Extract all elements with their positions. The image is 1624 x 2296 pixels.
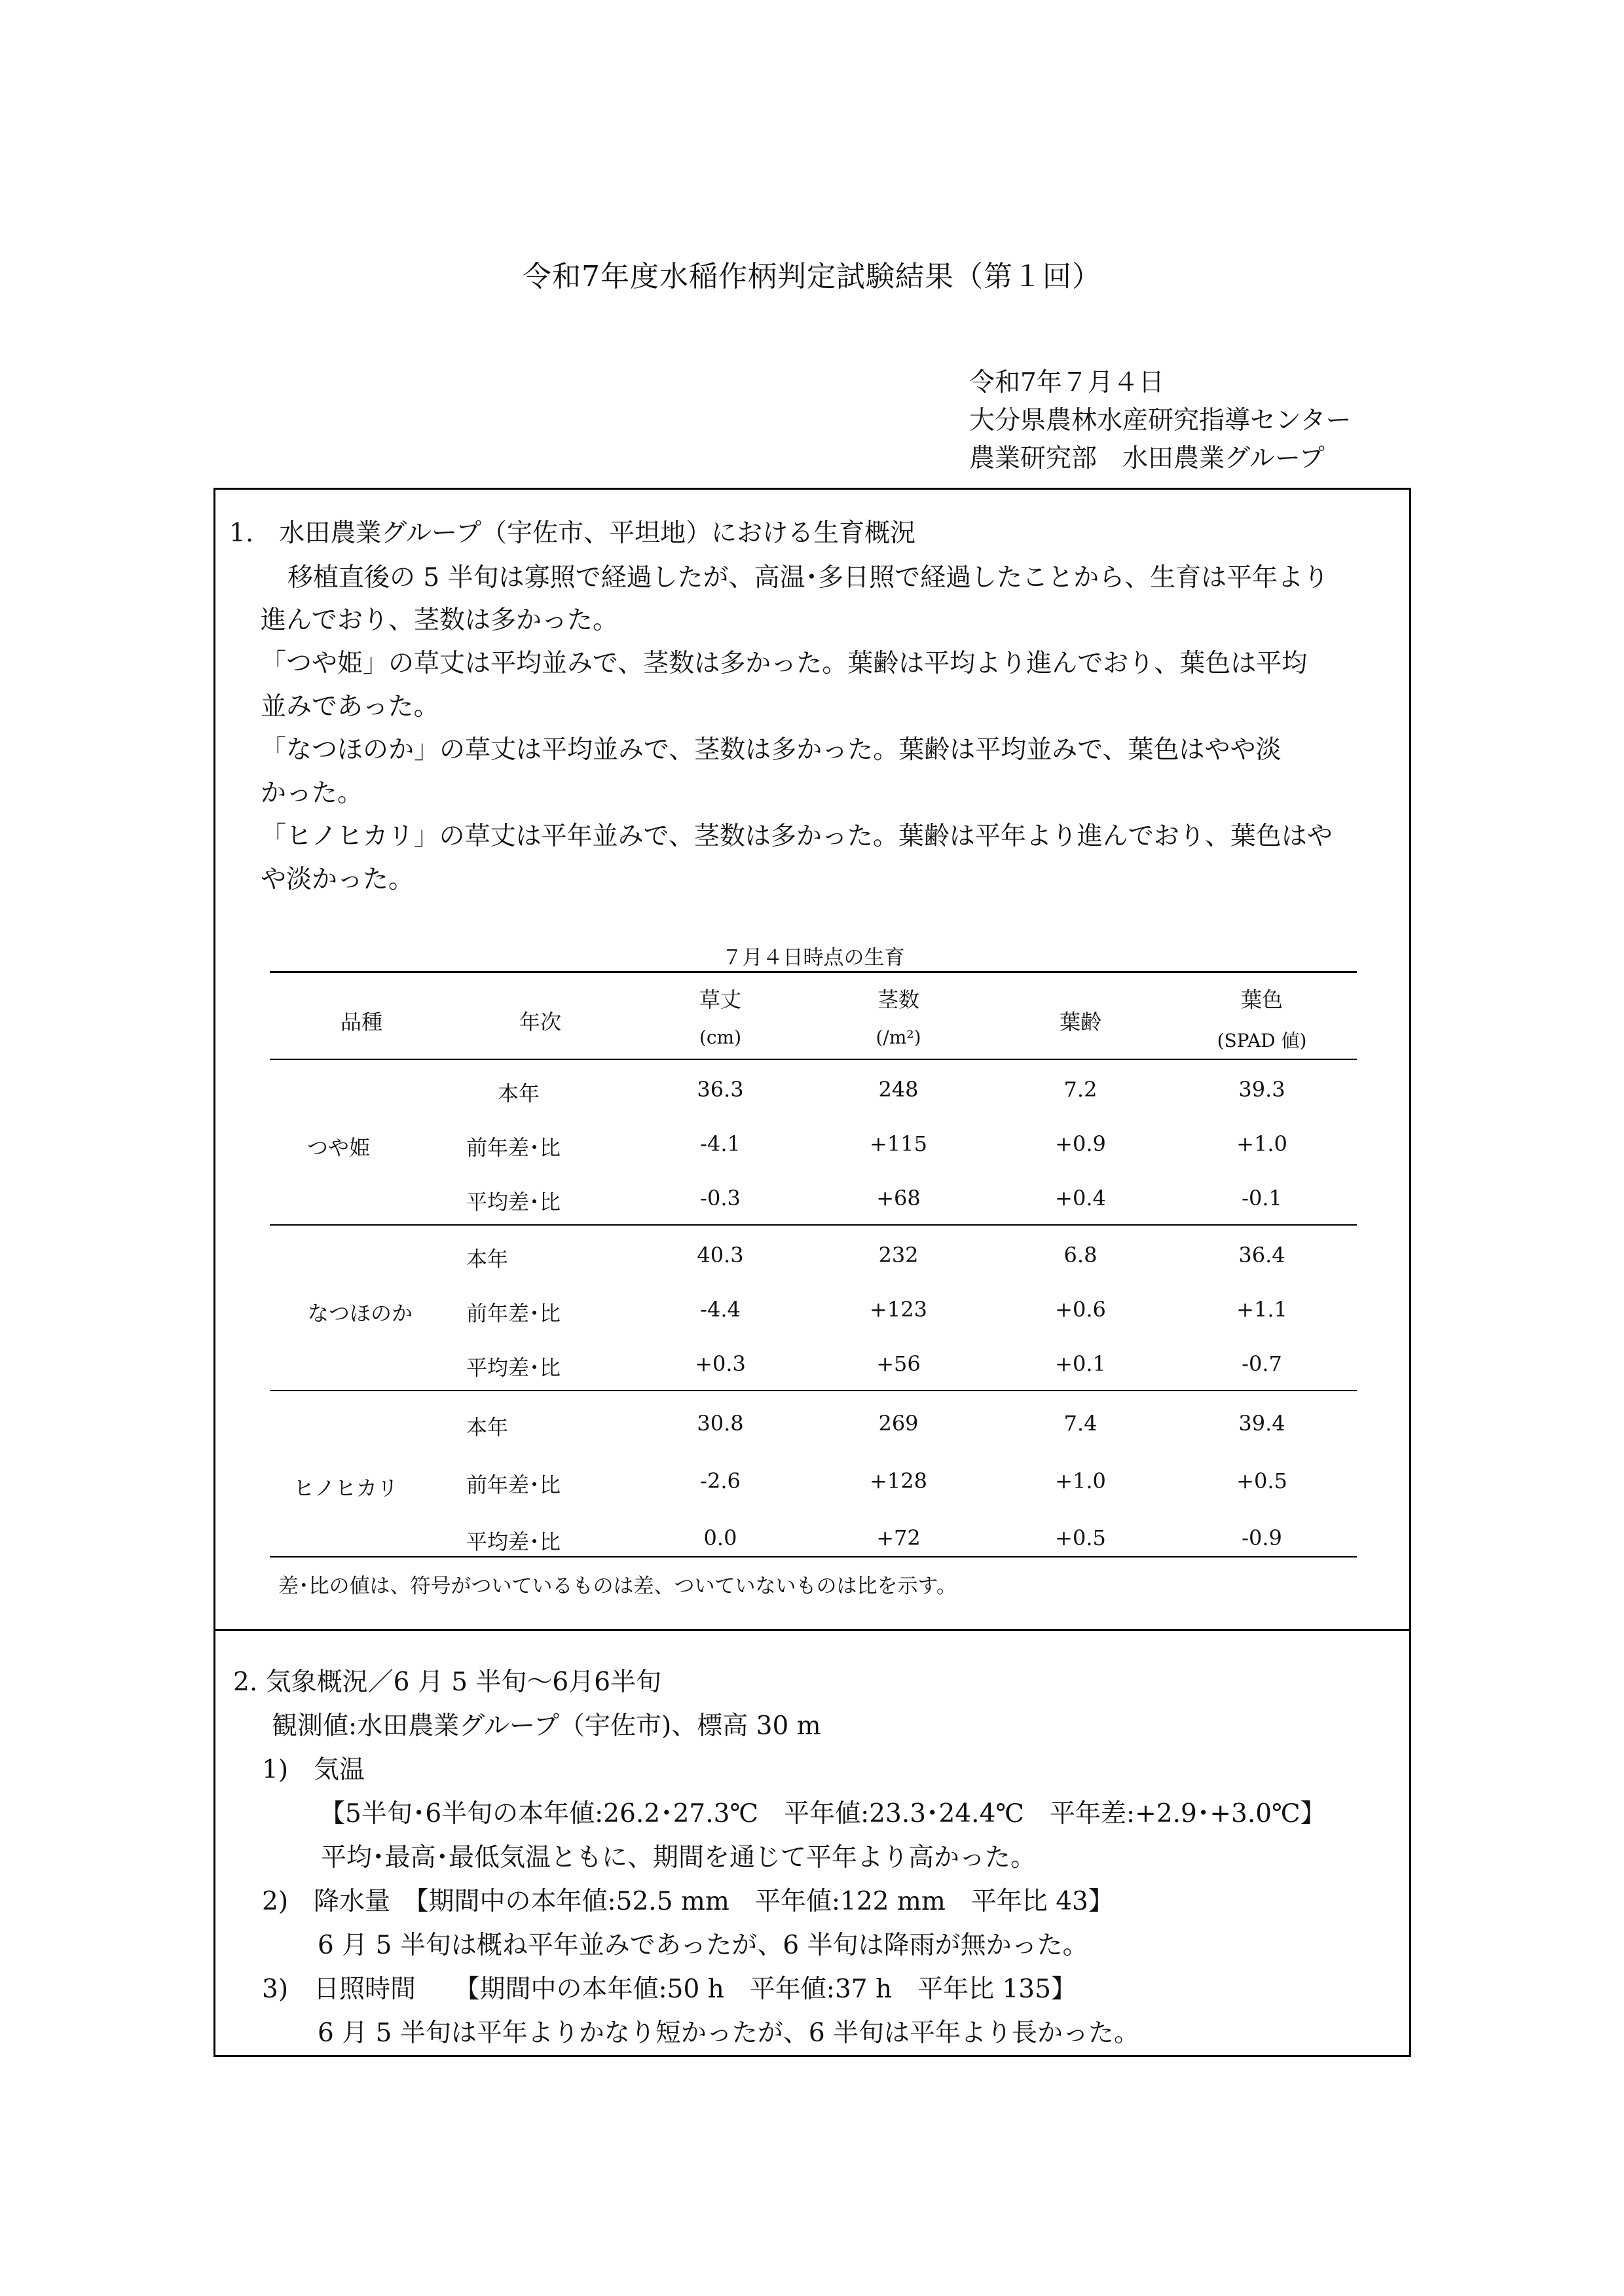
- variety-tsuyahime: つや姫: [306, 1135, 371, 1160]
- table-cell: +0.1: [1055, 1351, 1106, 1376]
- table-cell: +56: [876, 1351, 921, 1376]
- table-cell: +1.0: [1055, 1468, 1106, 1493]
- table-bottom-rule: [270, 1556, 1357, 1558]
- section1-line-5: 「なつほのか」の草丈は平均並みで、茎数は多かった。葉齢は平均並みで、葉色はやや淡: [261, 735, 1282, 765]
- table-cell: +0.4: [1055, 1186, 1106, 1211]
- sunshine-title: 3) 日照時間 【期間中の本年値:50 h 平年値:37 h 平年比 135】: [262, 1975, 1077, 2004]
- row-label: 本年: [466, 1247, 509, 1271]
- header-leaf-color-unit: (SPAD 値): [1217, 1030, 1307, 1051]
- table-cell: +0.3: [695, 1351, 746, 1376]
- precipitation-comment: 6 月 5 半旬は概ね平年並みであったが、6 半旬は降雨が無かった。: [318, 1931, 1088, 1960]
- table-cell: -4.1: [700, 1131, 741, 1156]
- table-cell: 36.4: [1238, 1243, 1285, 1267]
- table-cell: +0.9: [1055, 1131, 1106, 1156]
- section1-line-7: 「ヒノヒカリ」の草丈は平年並みで、茎数は多かった。葉齢は平年より進んでおり、葉色はや: [261, 822, 1333, 851]
- table-cell: +128: [870, 1468, 927, 1493]
- header-height: 草丈: [699, 987, 742, 1012]
- observation-info: 観測値:水田農業グループ（宇佐市)、標高 30 m: [272, 1711, 821, 1741]
- document-title: 令和7年度水稲作柄判定試験結果（第１回）: [523, 260, 1101, 293]
- table-cell: 40.3: [697, 1243, 744, 1267]
- table-group-rule-2: [270, 1390, 1357, 1391]
- table-cell: -0.7: [1242, 1351, 1282, 1376]
- row-label: 本年: [498, 1081, 540, 1106]
- row-label: 前年差･比: [466, 1472, 561, 1497]
- section2-heading: 2. 気象概況／6 月 5 半旬～6月6半旬: [233, 1667, 662, 1697]
- table-cell: +68: [876, 1186, 921, 1211]
- table-top-rule: [270, 971, 1357, 973]
- header-height-unit: (cm): [699, 1027, 742, 1048]
- row-label: 前年差･比: [466, 1135, 561, 1160]
- header-variety: 品種: [340, 1010, 383, 1034]
- temperature-title: 1) 気温: [262, 1755, 365, 1785]
- precipitation-title: 2) 降水量 【期間中の本年値:52.5 mm 平年値:122 mm 平年比 43】: [262, 1887, 1114, 1916]
- table-cell: -2.6: [700, 1468, 741, 1493]
- table-cell: 6.8: [1063, 1243, 1098, 1267]
- table-cell: 30.8: [697, 1411, 744, 1436]
- table-note: 差･比の値は、符号がついているものは差、ついていないものは比を示す。: [278, 1575, 957, 1598]
- table-cell: -0.3: [700, 1186, 741, 1211]
- table-cell: 7.2: [1063, 1077, 1098, 1102]
- table-cell: +0.6: [1055, 1297, 1106, 1322]
- row-label: 平均差･比: [466, 1355, 561, 1380]
- header-leaf-color: 葉色: [1240, 987, 1283, 1012]
- section1-heading: 1. 水田農業グループ（宇佐市、平坦地）における生育概況: [229, 519, 916, 548]
- header-stems: 茎数: [877, 987, 920, 1012]
- table-cell: +123: [870, 1297, 927, 1322]
- table-cell: 232: [878, 1243, 919, 1267]
- section1-line-8: や淡かった。: [261, 865, 415, 894]
- table-cell: +1.0: [1236, 1131, 1287, 1156]
- section1-line-1: 移植直後の 5 半旬は寡照で経過したが、高温･多日照で経過したことから、生育は平年より: [262, 563, 1329, 592]
- table-cell: +72: [876, 1525, 921, 1550]
- row-label: 平均差･比: [466, 1190, 561, 1214]
- table-cell: +115: [870, 1131, 927, 1156]
- table-cell: 39.3: [1238, 1077, 1285, 1102]
- table-cell: 0.0: [703, 1525, 737, 1550]
- section1-line-3: 「つや姫」の草丈は平均並みで、茎数は多かった。葉齢は平均より進んでおり、葉色は平均: [261, 649, 1308, 678]
- temperature-values: 【5半旬･6半旬の本年値:26.2･27.3℃ 平年値:23.3･24.4℃ 平年差:+2.9･+3.0℃】: [320, 1799, 1326, 1829]
- department-name: 農業研究部 水田農業グループ: [969, 444, 1325, 473]
- table-cell: -4.4: [700, 1297, 741, 1322]
- sunshine-comment: 6 月 5 半旬は平年よりかなり短かったが、6 半旬は平年より長かった。: [318, 2018, 1140, 2048]
- header-stems-unit: (/m²): [876, 1027, 921, 1048]
- table-cell: 248: [878, 1077, 919, 1102]
- table-cell: +0.5: [1055, 1525, 1106, 1550]
- temperature-comment: 平均･最高･最低気温ともに、期間を通じて平年より高かった。: [321, 1843, 1037, 1872]
- document-date: 令和7年７月４日: [969, 368, 1164, 397]
- row-label: 前年差･比: [466, 1301, 561, 1326]
- table-cell: 269: [878, 1411, 919, 1436]
- table-caption: ７月４日時点の生育: [722, 946, 905, 970]
- row-label: 本年: [466, 1415, 509, 1440]
- table-cell: 7.4: [1063, 1411, 1098, 1436]
- table-cell: 39.4: [1238, 1411, 1285, 1436]
- section1-line-6: かった。: [261, 778, 363, 808]
- table-cell: +0.5: [1236, 1468, 1287, 1493]
- section1-line-4: 並みであった。: [261, 692, 439, 721]
- table-cell: 36.3: [697, 1077, 744, 1102]
- table-header-rule: [270, 1059, 1357, 1060]
- organization-name: 大分県農林水産研究指導センター: [969, 406, 1352, 435]
- section1-line-2: 進んでおり、茎数は多かった。: [261, 606, 619, 635]
- row-label: 平均差･比: [466, 1529, 561, 1554]
- variety-natsuhonoka: なつほのか: [307, 1301, 413, 1326]
- table-cell: +1.1: [1236, 1297, 1287, 1322]
- table-group-rule-1: [270, 1224, 1357, 1226]
- variety-hinohikari: ヒノヒカリ: [293, 1476, 398, 1501]
- header-leaf-age: 葉齢: [1059, 1010, 1102, 1034]
- table-cell: -0.9: [1242, 1525, 1282, 1550]
- table-cell: -0.1: [1242, 1186, 1282, 1211]
- header-year: 年次: [519, 1010, 562, 1034]
